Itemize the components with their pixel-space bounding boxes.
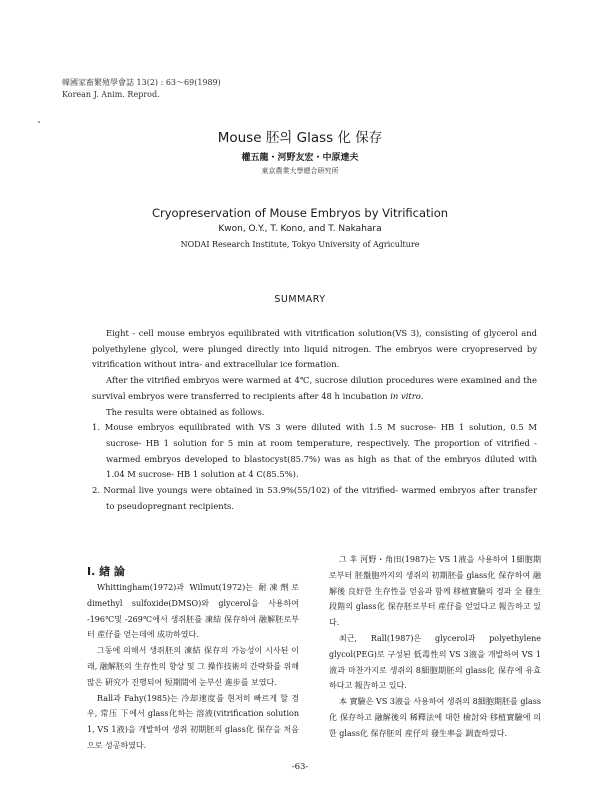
- korean-institution: 東京農業大學總合硏究所: [261, 167, 339, 175]
- korean-title: Mouse 胚의 Glass 化 保存: [217, 130, 383, 146]
- english-authors: Kwon, O.Y., T. Kono, and T. Nakahara: [218, 224, 382, 234]
- summary-section: [92, 326, 537, 514]
- summary-paragraph-3: The results were obtained as follows.: [106, 406, 265, 417]
- intro-paragraph-3: Rall과 Fahy(1985)는 冷却速度를 현저히 빠르게 할 경우, 常压 下에서 glass化하는 溶液(vitrification solution 1, VS 1液)을 개발하여 생쥐 初期胚의 glass化 保存을 처음으로 성공하였다.: [87, 693, 299, 750]
- summary-paragraph-2-text: After the vitrified embryos were warmed at 4℃, sucrose dilution procedures were examined and the survival embryos were transferred to recipients after 48 h incubation: [92, 375, 537, 401]
- scan-speck: [38, 121, 40, 123]
- summary-paragraph-1: Eight - cell mouse embryos equilibrated with vitrification solution(VS 3), consisting of glycerol and polyethylene glycol, were plunged directly into liquid nitrogen. The embryos were cryopreserved by vitrification without intra- and extracellular ice formation.: [92, 328, 537, 370]
- in-vitro-italic: in vitro: [390, 390, 421, 401]
- summary-paragraph-2: [92, 373, 537, 404]
- page-number: -63-: [291, 762, 309, 772]
- english-institution: NODAI Research Institute, Tokyo University of Agriculture: [180, 240, 420, 249]
- journal-name: Korean J. Anim. Reprod.: [62, 90, 160, 99]
- english-title: Cryopreservation of Mouse Embryos by Vitrification: [151, 206, 449, 220]
- summary-heading: SUMMARY: [274, 294, 326, 305]
- introduction-heading: Ⅰ. 緖 論: [87, 565, 125, 578]
- intro-paragraph-5: 최근, Rall(1987)은 glycerol과 polyethylene glycol(PEG)로 구성된 低毒性의 VS 3液을 개발하여 VS 1液과 마찬가지로 생쥐의 8細胞期胚의 glass化 保存에 유효하다고 報告하고 있다.: [329, 633, 541, 691]
- intro-paragraph-4: 그 후 河野・角田(1987)는 VS 1液을 사용하여 1細胞期로부터 胚盤胞까지의 생쥐의 初期胚를 glass化 保存하여 融解後 良好한 生存性을 얻음과 함께 移植實驗의 경과 全 發生段階의 glass化 保存胚로부터 産仔를 얻었다고 報告하고 있다.: [329, 555, 541, 628]
- journal-citation: 韓國家畜繁殖學會誌 13(2) : 63～69(1989): [62, 78, 221, 87]
- summary-result-2: 2. Normal live youngs were obtained in 53.9%(55/102) of the vitrified- warmed embryos after transfer to pseudopregnant recipients.: [92, 485, 537, 511]
- introduction-right-column: [329, 552, 541, 742]
- summary-result-1: 1. Mouse embryos equilibrated with VS 3 were diluted with 1.5 M sucrose- HB 1 solution, 0.5 M sucrose- HB 1 solution for 5 min at room temperature, respectively. The proportion of vitrified - warmed embryos developed to blastocyst(85.7%) was as high as that of the embryos diluted with 1.04 M sucrose- HB 1 solution at 4 C(85.5%).: [92, 422, 537, 480]
- journal-header: [62, 77, 221, 101]
- introduction-left-column: [87, 564, 299, 754]
- intro-paragraph-6: 本 實驗은 VS 3液을 사용하여 생쥐의 8細胞期胚를 glass化 保存하고 融解後의 稀釋法에 대한 檢討와 移植實驗에 의한 glass化 保存胚의 産仔의 發生率을 調査하였다.: [329, 697, 541, 738]
- intro-paragraph-1: Whittingham(1972)과 Wilmut(1972)는 耐凍劑로 dimethyl sulfoxide(DMSO)와 glycerol을 사용하여 -196℃및 -269℃에서 생쥐胚를 凍結 保存하여 融解胚로부터 産仔를 얻는데에 成功하였다.: [87, 583, 299, 640]
- intro-paragraph-2: 그동에 의해서 생쥐胚의 凍結 保存의 가능성이 시사된 이래, 融解胚의 生存性의 향상 및 그 操作技術의 간략화를 위해 많은 硏究가 진행되어 短期間에 눈부신 進步를 보였다.: [87, 646, 299, 687]
- korean-authors: 權五龍・河野友宏・中原達夫: [241, 153, 359, 163]
- summary-paragraph-2-end: .: [420, 390, 424, 401]
